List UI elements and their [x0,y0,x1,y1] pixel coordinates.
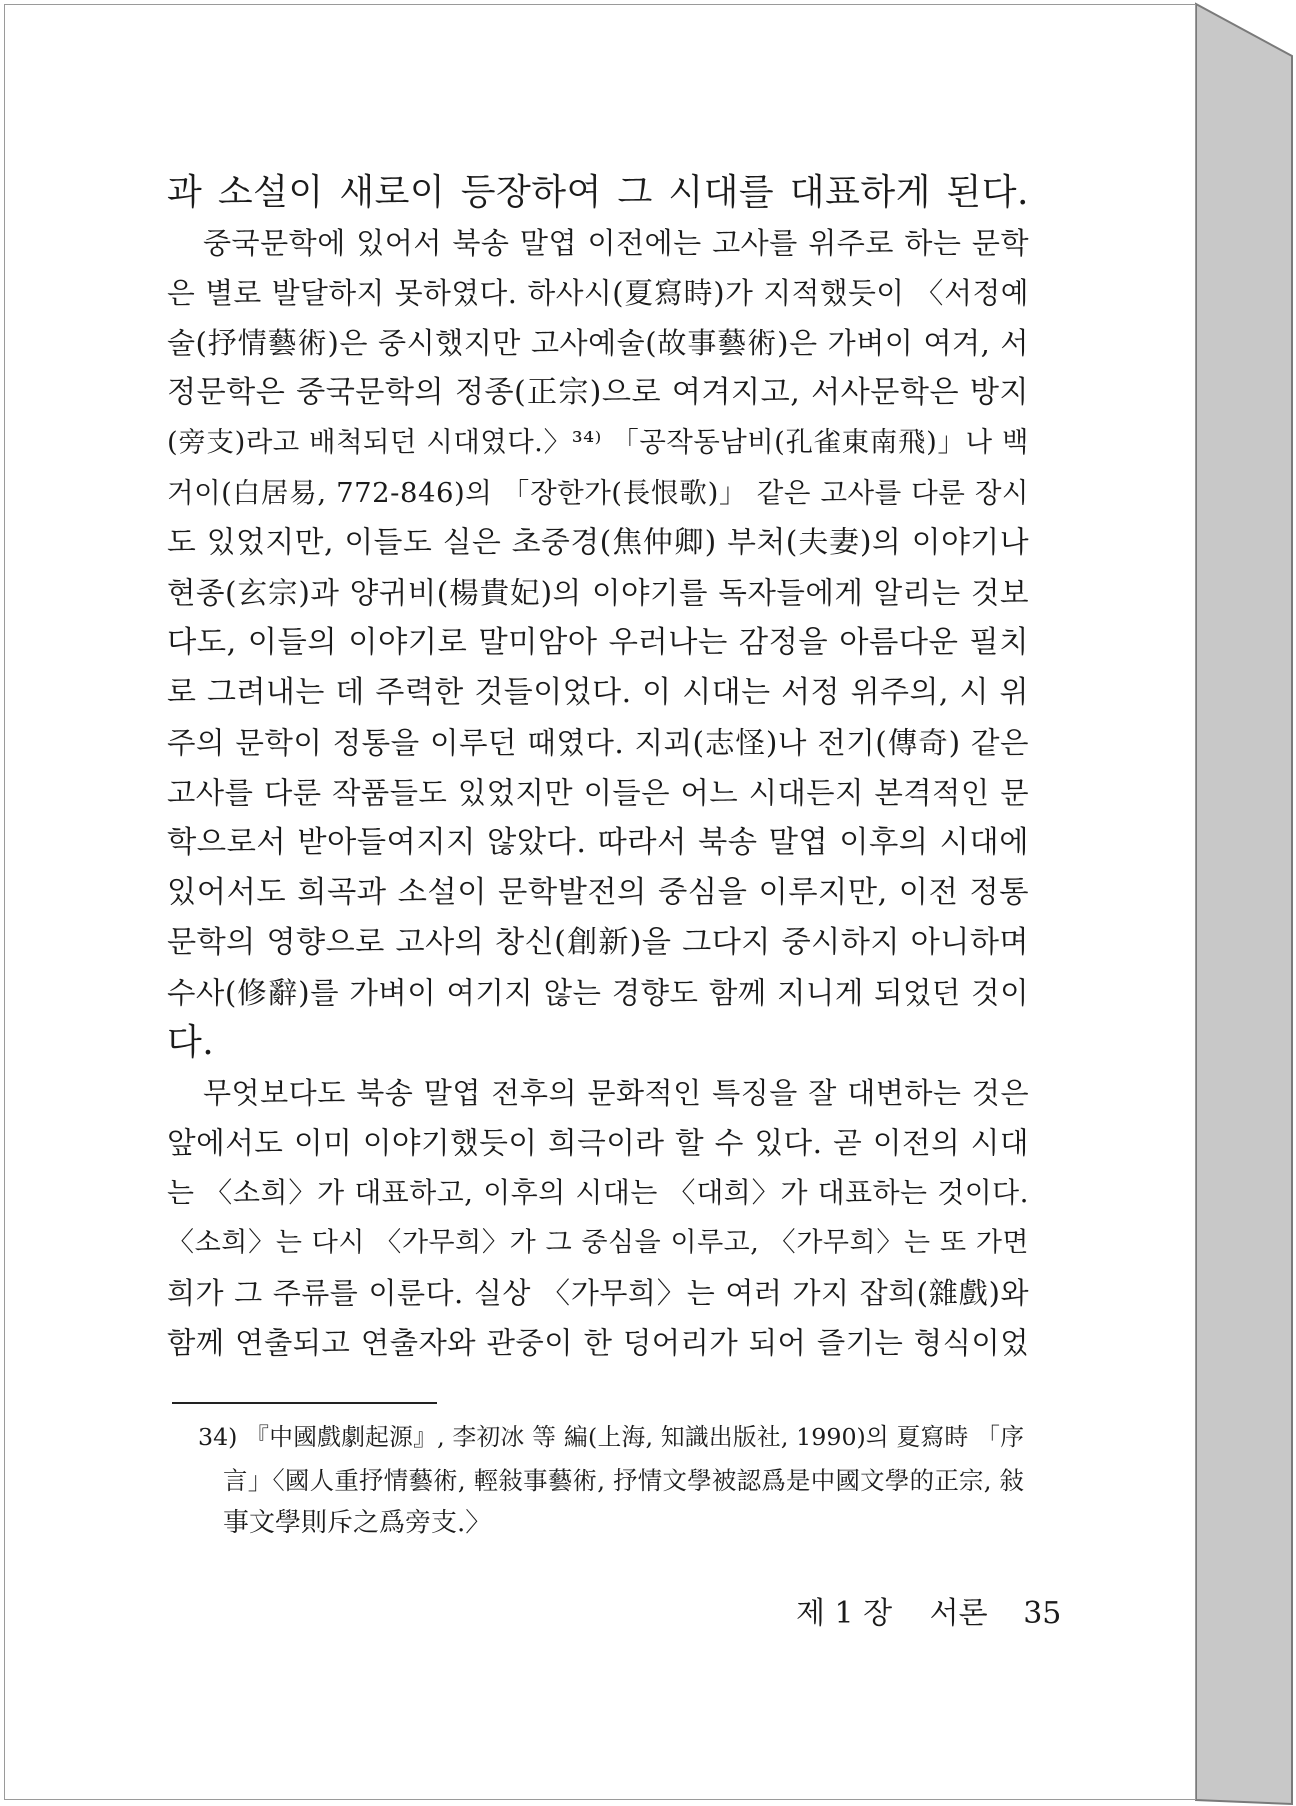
body-line: 다. [167,1022,215,1063]
body-line: 수사(修辭)를 가벼이 여기지 않는 경향도 함께 지니게 되었던 것이 [167,976,1029,1010]
body-line: 은 별로 발달하지 못하였다. 하사시(夏寫時)가 지적했듯이 〈서정예 [167,276,1029,310]
body-line: 는 〈소희〉가 대표하고, 이후의 시대는 〈대희〉가 대표하는 것이다. [167,1176,1029,1209]
section-label: 서론 [929,1596,988,1631]
body-line: 현종(玄宗)과 양귀비(楊貴妃)의 이야기를 독자들에게 알리는 것보 [167,576,1029,610]
body-line: 정문학은 중국문학의 정종(正宗)으로 여겨지고, 서사문학은 방지 [167,375,1029,410]
body-line: 중국문학에 있어서 북송 말엽 이전에는 고사를 위주로 하는 문학 [203,226,1029,260]
body-line: 학으로서 받아들여지지 않았다. 따라서 북송 말엽 이후의 시대에 [167,825,1029,860]
page-number: 35 [1023,1596,1062,1631]
footnote-line: 言」〈國人重抒情藝術, 輕敍事藝術, 抒情文學被認爲是中國文學的正宗, 敍 [223,1466,1024,1495]
body-text [167,168,1029,1368]
body-line: 앞에서도 이미 이야기했듯이 희극이라 할 수 있다. 곧 이전의 시대 [167,1126,1029,1160]
body-line: 과 소설이 새로이 등장하여 그 시대를 대표하게 된다. [167,172,1029,213]
body-line: (旁支)라고 배척되던 시대였다.〉³⁴⁾ 「공작동남비(孔雀東南飛)」나 백 [167,427,1029,458]
footnote [198,1416,1024,1545]
body-line: 있어서도 희곡과 소설이 문학발전의 중심을 이루지만, 이전 정통 [167,875,1029,910]
body-line: 희가 그 주류를 이룬다. 실상 〈가무희〉는 여러 가지 잡희(雜戲)와 [167,1276,1029,1310]
body-line: 주의 문학이 정통을 이루던 때였다. 지괴(志怪)나 전기(傳奇) 같은 [167,726,1029,760]
body-line: 〈소희〉는 다시 〈가무희〉가 그 중심을 이루고, 〈가무희〉는 또 가면 [167,1227,1029,1258]
book-side-thickness [1196,4,1292,1804]
footnote-separator [172,1402,437,1404]
body-line: 무엇보다도 북송 말엽 전후의 문화적인 특징을 잘 대변하는 것은 [203,1076,1029,1110]
body-line: 다도, 이들의 이야기로 말미암아 우러나는 감정을 아름다운 필치 [167,625,1029,660]
footnote-line: 事文學則斥之爲旁支.〉 [223,1508,492,1538]
body-line: 도 있었지만, 이들도 실은 초중경(焦仲卿) 부처(夫妻)의 이야기나 [167,525,1029,560]
body-line: 문학의 영향으로 고사의 창신(創新)을 그다지 중시하지 아니하며 [167,925,1029,960]
body-line: 거이(白居易, 772-846)의 「장한가(長恨歌)」 같은 고사를 다룬 장시 [167,477,1029,509]
page-footer [796,1588,1061,1632]
footnote-line: 34) 『中國戲劇起源』, 李初冰 等 編(上海, 知識出版社, 1990)의 夏寫時 「序 [198,1423,1024,1451]
body-line: 함께 연출되고 연출자와 관중이 한 덩어리가 되어 즐기는 형식이었 [167,1326,1029,1360]
body-line: 고사를 다룬 작품들도 있었지만 이들은 어느 시대든지 본격적인 문 [167,776,1029,810]
body-line: 술(抒情藝術)은 중시했지만 고사예술(故事藝術)은 가벼이 여겨, 서 [167,326,1029,360]
chapter-label: 제 1 장 [796,1596,893,1631]
body-line: 로 그려내는 데 주력한 것들이었다. 이 시대는 서정 위주의, 시 위 [167,675,1029,710]
